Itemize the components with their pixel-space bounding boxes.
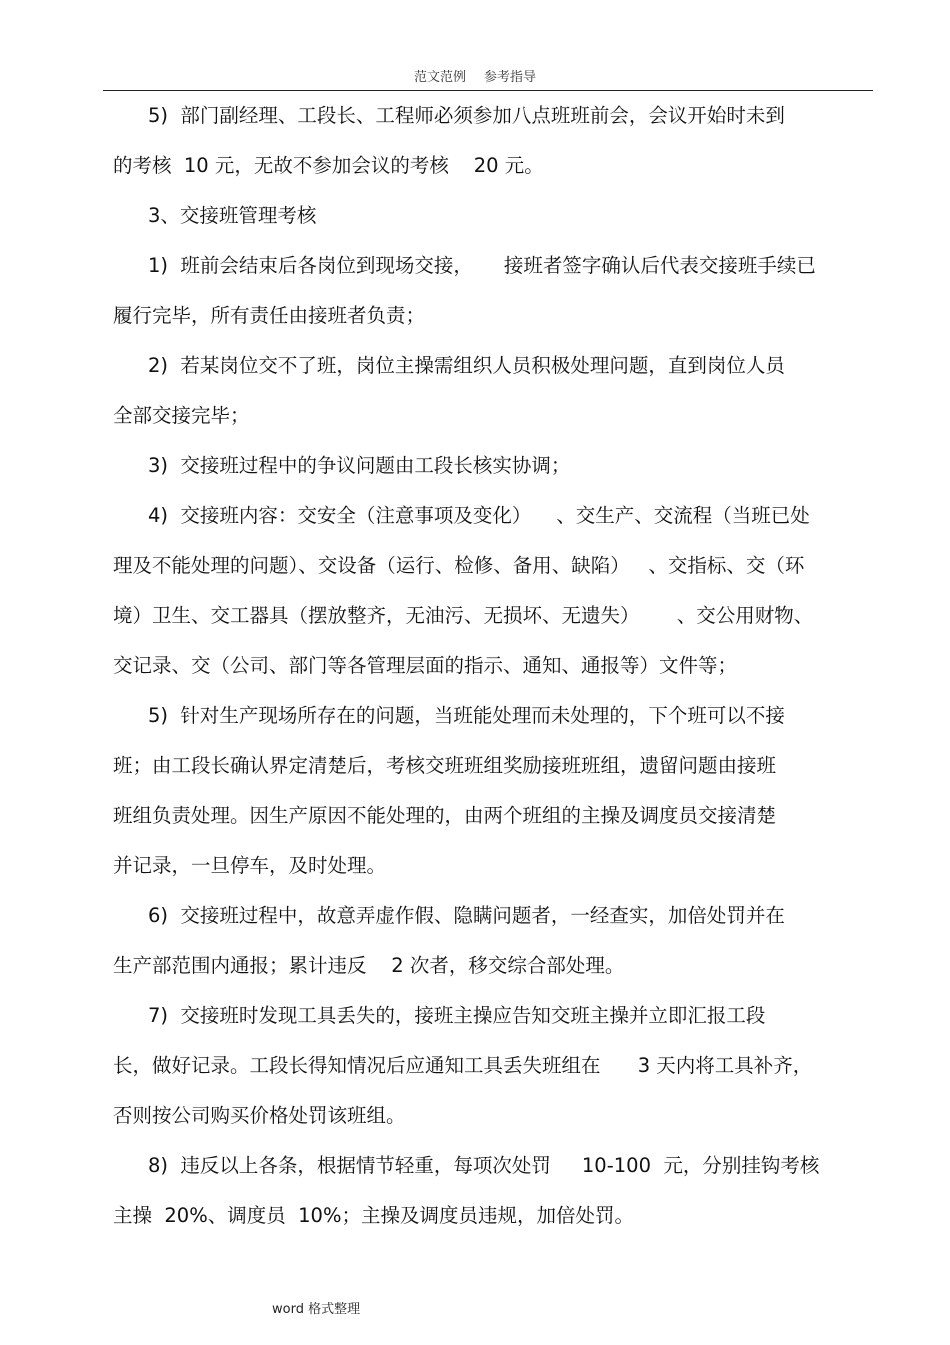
paragraph-line: 5) 部门副经理、工段长、工程师必须参加八点班班前会，会议开始时未到: [148, 104, 785, 127]
paragraph-line: 生产部范围内通报；累计违反 2 次者，移交综合部处理。: [113, 954, 625, 977]
header-divider: [103, 90, 873, 91]
paragraph-line: 8) 违反以上各条，根据情节轻重，每项次处罚 10-100 元，分别挂钩考核: [148, 1154, 820, 1177]
page-footer: word 格式整理: [272, 1302, 361, 1317]
paragraph-line: 6) 交接班过程中，故意弄虚作假、隐瞒问题者，一经查实，加倍处罚并在: [148, 904, 785, 927]
paragraph-line: 5) 针对生产现场所存在的问题，当班能处理而未处理的，下个班可以不接: [148, 704, 785, 727]
paragraph-line: 3) 交接班过程中的争议问题由工段长核实协调；: [148, 454, 571, 477]
header-left-text: 范文范例: [413, 70, 466, 85]
paragraph-line: 7) 交接班时发现工具丢失的，接班主操应告知交班主操并立即汇报工段: [148, 1004, 766, 1027]
paragraph-line: 1) 班前会结束后各岗位到现场交接， 接班者签字确认后代表交接班手续已: [148, 254, 816, 277]
paragraph-line: 的考核 10 元，无故不参加会议的考核 20 元。: [113, 154, 544, 177]
paragraph-line: 否则按公司购买价格处罚该班组。: [113, 1104, 406, 1127]
paragraph-line: 主操 20%、调度员 10%；主操及调度员违规，加倍处罚。: [113, 1204, 634, 1227]
paragraph-line: 长，做好记录。工段长得知情况后应通知工具丢失班组在 3 天内将工具补齐，: [113, 1054, 813, 1077]
paragraph-line: 班组负责处理。因生产原因不能处理的，由两个班组的主操及调度员交接清楚: [113, 804, 777, 827]
paragraph-line: 2) 若某岗位交不了班，岗位主操需组织人员积极处理问题，直到岗位人员: [148, 354, 785, 377]
document-body: [113, 100, 873, 1250]
paragraph-line: 班；由工段长确认界定清楚后，考核交班班组奖励接班班组，遗留问题由接班: [113, 754, 777, 777]
page-header: [0, 66, 950, 85]
paragraph-line: 交记录、交（公司、部门等各管理层面的指示、通知、通报等）文件等；: [113, 654, 738, 677]
paragraph-line: 全部交接完毕；: [113, 404, 250, 427]
paragraph-line: 履行完毕，所有责任由接班者负责；: [113, 304, 426, 327]
header-right-text: 参考指导: [484, 70, 537, 85]
section-heading: 3、交接班管理考核: [148, 204, 317, 227]
paragraph-line: 4) 交接班内容：交安全（注意事项及变化） 、交生产、交流程（当班已处: [148, 504, 810, 527]
paragraph-line: 并记录，一旦停车，及时处理。: [113, 854, 387, 877]
paragraph-line: 理及不能处理的问题）、交设备（运行、检修、备用、缺陷） 、交指标、交（环: [113, 554, 805, 577]
paragraph-line: 境）卫生、交工器具（摆放整齐，无油污、无损坏、无遗失） 、交公用财物、: [113, 604, 814, 627]
